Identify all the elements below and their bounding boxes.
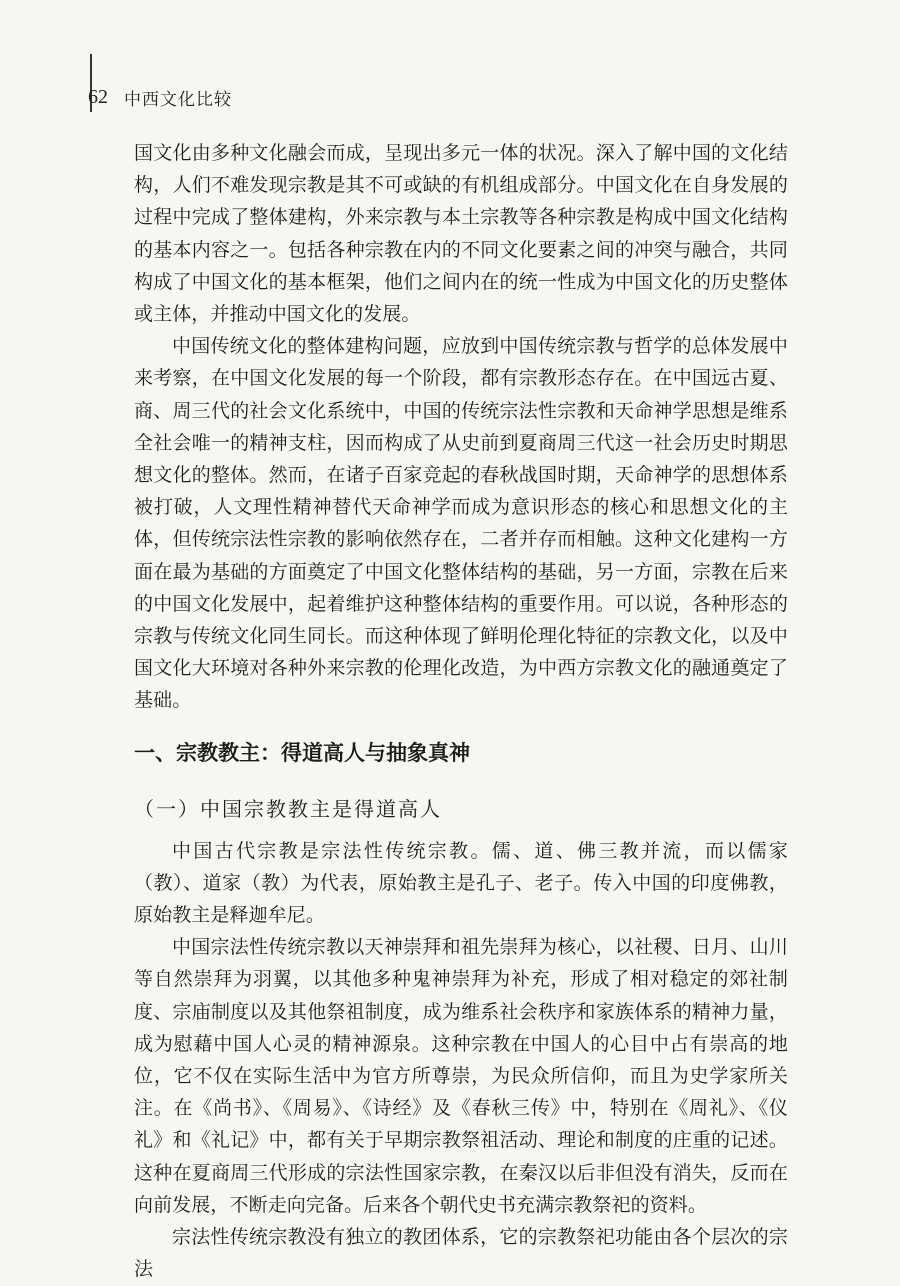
page-number: 62 [88, 85, 108, 108]
section-heading: 一、宗教教主：得道高人与抽象真神 [134, 740, 470, 765]
book-title: 中西文化比较 [124, 89, 232, 110]
paragraph: 中国宗法性传统宗教以天神崇拜和祖先崇拜为核心，以社稷、日月、山川等自然崇拜为羽翼，以其他多种鬼神崇拜为补充，形成了相对稳定的郊社制度、宗庙制度以及其他祭祖制度，成为维系社会秩序和家族体系的精神力量，成为慰藉中国人心灵的精神源泉。这种宗教在中国人的心目中占有崇高的地位，它不仅在实际生活中为官方所尊崇，为民众所信仰，而且为史学家所关注。在《尚书》、《周易》、《诗经》及《春秋三传》中，特别在《周礼》、《仪礼》和《礼记》中，都有关于早期宗教祭祖活动、理论和制度的庄重的记述。这种在夏商周三代形成的宗法性国家宗教，在秦汉以后非但没有消失，反而在向前发展，不断走向完备。后来各个朝代史书充满宗教祭祀的资料。 [134, 936, 788, 1216]
running-header [88, 84, 232, 110]
paragraph: 宗法性传统宗教没有独立的教团体系，它的宗教祭祀功能由各个层次的宗法 [134, 1226, 788, 1281]
subsection-heading: （一）中国宗教教主是得道高人 [134, 796, 442, 821]
page-body [134, 137, 788, 1286]
paragraph-continued: 国文化由多种文化融会而成，呈现出多元一体的状况。深入了解中国的文化结构，人们不难发现宗教是其不可或缺的有机组成部分。中国文化在自身发展的过程中完成了整体建构，外来宗教与本土宗教等各种宗教是构成中国文化结构的基本内容之一。包括各种宗教在内的不同文化要素之间的冲突与融合，共同构成了中国文化的基本框架，他们之间内在的统一性成为中国文化的历史整体或主体，并推动中国文化的发展。 [134, 142, 788, 326]
paragraph: 中国传统文化的整体建构问题，应放到中国传统宗教与哲学的总体发展中来考察，在中国文化发展的每一个阶段，都有宗教形态存在。在中国远古夏、商、周三代的社会文化系统中，中国的传统宗法性宗教和天命神学思想是维系全社会唯一的精神支柱，因而构成了从史前到夏商周三代这一社会历史时期思想文化的整体。然而，在诸子百家竞起的春秋战国时期，天命神学的思想体系被打破，人文理性精神替代天命神学而成为意识形态的核心和思想文化的主体，但传统宗法性宗教的影响依然存在，二者并存而相触。这种文化建构一方面在最为基础的方面奠定了中国文化整体结构的基础，另一方面，宗教在后来的中国文化发展中，起着维护这种整体结构的重要作用。可以说，各种形态的宗教与传统文化同生同长。而这种体现了鲜明伦理化特征的宗教文化，以及中国文化大环境对各种外来宗教的伦理化改造，为中西方宗教文化的融通奠定了基础。 [134, 335, 788, 712]
paragraph: 中国古代宗教是宗法性传统宗教。儒、道、佛三教并流，而以儒家（教）、道家（教）为代表，原始教主是孔子、老子。传入中国的印度佛教，原始教主是释迦牟尼。 [134, 839, 788, 927]
